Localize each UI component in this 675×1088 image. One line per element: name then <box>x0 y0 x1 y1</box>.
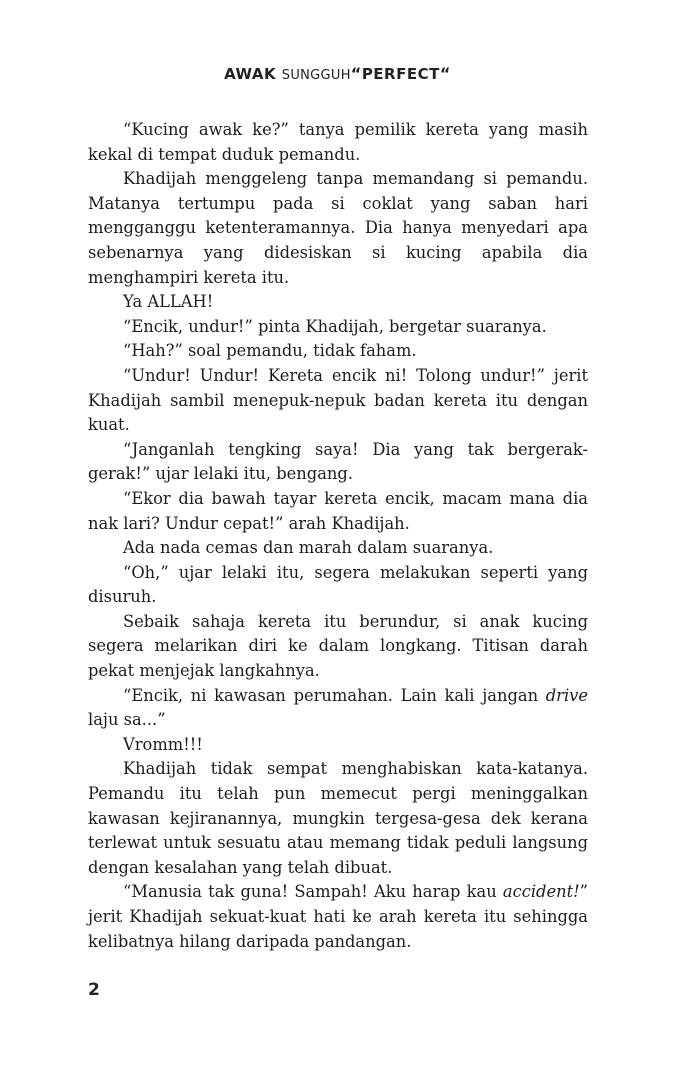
body-text <box>88 118 588 954</box>
paragraph-text: laju sa...” <box>88 710 166 730</box>
paragraph: “Oh,” ujar lelaki itu, segera melakukan seperti yang disuruh. <box>88 562 588 607</box>
header-word-perfect: PERFECT <box>361 65 440 83</box>
paragraph: Khadijah tidak sempat menghabiskan kata-katanya. Pemandu itu telah pun memecut pergi meninggalkan kawasan kejiranannya, mungkin tergesa-gesa dek kerana terlewat untuk sesuatu atau memang tidak peduli langsung dengan kesalahan yang telah dibuat. <box>88 759 588 877</box>
paragraph: “Encik, undur!” pinta Khadijah, bergetar suaranya. <box>123 316 547 336</box>
paragraph: “Janganlah tengking saya! Dia yang tak bergerak-gerak!” ujar lelaki itu, bengang. <box>88 439 588 484</box>
paragraph-text: “Encik, ni kawasan perumahan. Lain kali jangan <box>123 685 546 705</box>
paragraph: “Hah?” soal pemandu, tidak faham. <box>123 341 417 361</box>
italic-word: accident! <box>502 882 580 902</box>
paragraph: Sebaik sahaja kereta itu berundur, si anak kucing segera melarikan diri ke dalam longkang. Titisan darah pekat menjejak langkahnya. <box>88 611 588 681</box>
header-word-awak: AWAK <box>224 65 277 83</box>
paragraph <box>88 880 588 954</box>
paragraph-text: ” jerit Khadijah sekuat-kuat hati ke arah kereta itu sehingga kelibatnya hilang daripada pandangan. <box>88 882 588 951</box>
paragraph-text: “Manusia tak guna! Sampah! Aku harap kau <box>123 882 503 902</box>
header-close-quote: “ <box>439 64 451 83</box>
paragraph: “Ekor dia bawah tayar kereta encik, macam mana dia nak lari? Undur cepat!” arah Khadijah. <box>88 488 588 533</box>
italic-word: drive <box>545 685 588 705</box>
header-open-quote: “ <box>350 64 362 83</box>
running-header <box>0 64 675 86</box>
page-number: 2 <box>88 980 100 1000</box>
paragraph: Ada nada cemas dan marah dalam suaranya. <box>123 538 494 558</box>
header-word-sungguh: SUNGGUH <box>281 68 351 83</box>
paragraph <box>88 684 588 733</box>
paragraph: Khadijah menggeleng tanpa memandang si pemandu. Matanya tertumpu pada si coklat yang saban hari mengganggu ketenteramannya. Dia hanya menyedari apa sebenarnya yang didesiskan si kucing apabila dia menghampiri kereta itu. <box>88 169 588 287</box>
paragraph: “Undur! Undur! Kereta encik ni! Tolong undur!” jerit Khadijah sambil menepuk-nepuk badan kereta itu dengan kuat. <box>88 365 588 435</box>
paragraph: Ya ALLAH! <box>123 292 214 312</box>
paragraph: Vromm!!! <box>123 734 203 754</box>
paragraph: “Kucing awak ke?” tanya pemilik kereta yang masih kekal di tempat duduk pemandu. <box>88 120 588 164</box>
